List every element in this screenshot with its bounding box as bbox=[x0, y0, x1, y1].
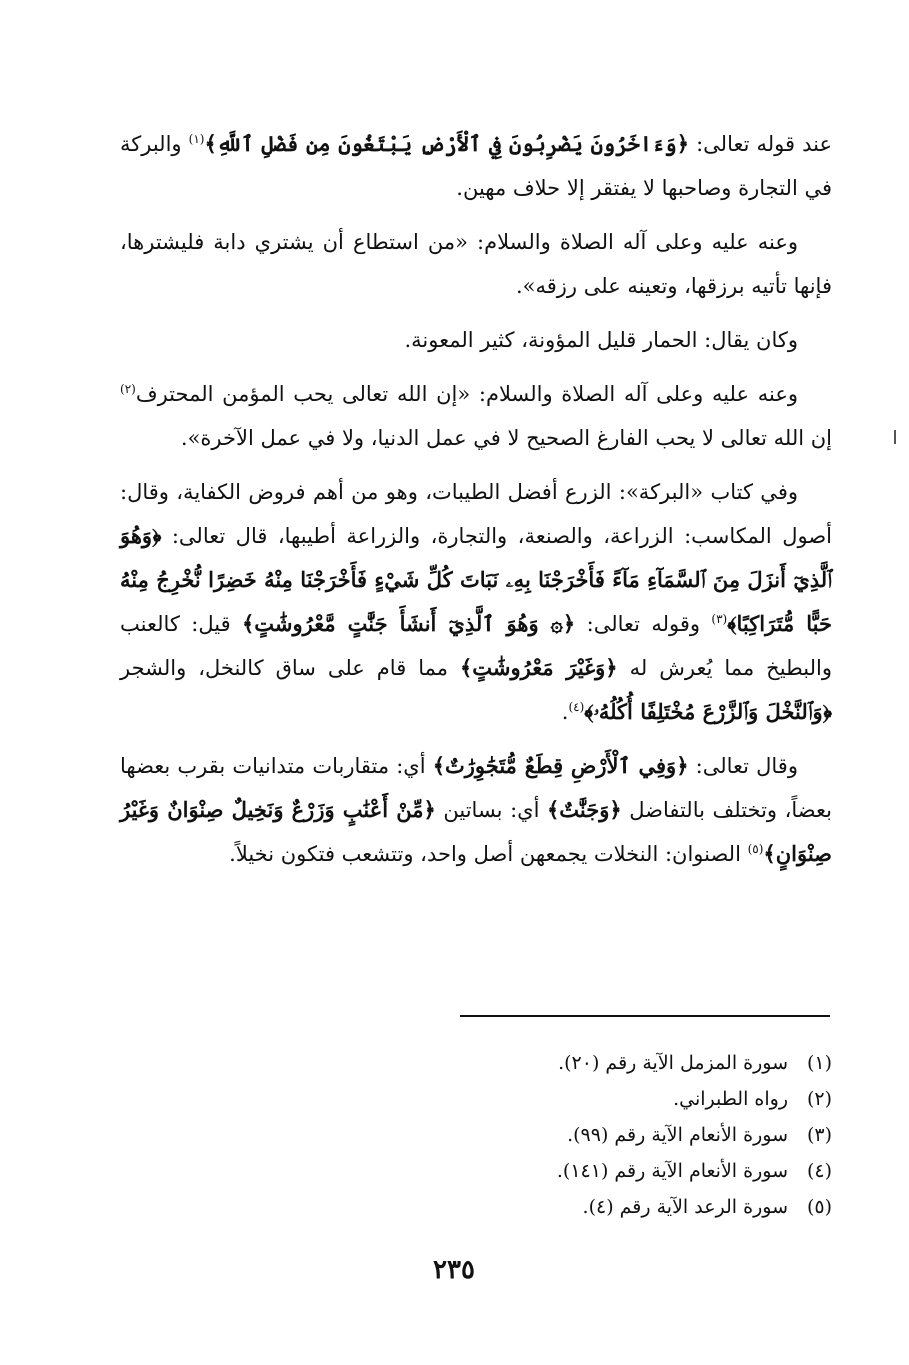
footnote-number: (٣) bbox=[806, 1124, 832, 1146]
text-segment: وقال تعالى: bbox=[688, 754, 798, 778]
quran-verse: ﴿۞ وَهُوَ ٱلَّذِيٓ أَنشَأَ جَنَّٰتٍ مَّعْرُوشَٰتٍ﴾ bbox=[241, 611, 576, 636]
footnote-item bbox=[300, 1117, 832, 1153]
quran-verse: ﴿وَٱلنَّخْلَ وَٱلزَّرْعَ مُخْتَلِفًا أُكُلُهُۥ﴾ bbox=[584, 699, 832, 724]
footnote-item bbox=[300, 1045, 832, 1081]
quran-verse: ﴿وَغَيْرَ مَعْرُوشَٰتٍ﴾ bbox=[460, 655, 618, 680]
footnote-item bbox=[300, 1153, 832, 1189]
footnote-text: سورة الرعد الآية رقم (٤). bbox=[582, 1196, 788, 1218]
footnote-item bbox=[300, 1189, 832, 1225]
text-segment: وعنه عليه وعلى آله الصلاة والسلام: «إن الله تعالى يحب المؤمن المحترف bbox=[135, 382, 798, 406]
footnote-ref: (٤) bbox=[568, 700, 585, 714]
text-segment: . bbox=[561, 700, 569, 724]
text-segment: وكان يقال: الحمار قليل المؤونة، كثير المعونة. bbox=[404, 328, 798, 352]
paragraph-p5 bbox=[120, 470, 832, 734]
paragraph-p2 bbox=[120, 220, 832, 308]
footnote-ref: (٢) bbox=[120, 382, 136, 396]
footnote-text: سورة الأنعام الآية رقم (١٤١). bbox=[556, 1160, 788, 1182]
page-number: ٢٣٥ bbox=[433, 1255, 475, 1285]
quran-verse: ﴿مِّنْ أَعْنَٰبٍ وَزَرْعٌ وَنَخِيلٌ صِنْوَانٌ وَغَيْرُ صِنْوَانٍ﴾ bbox=[120, 797, 832, 866]
footnote-ref: (١) bbox=[188, 132, 205, 146]
paragraph-p1 bbox=[120, 122, 832, 210]
text-segment: إن الله تعالى لا يحب الفارغ الصحيح لا في عمل الدنيا، ولا في عمل الآخرة». bbox=[180, 426, 832, 450]
footnote-number: (٥) bbox=[806, 1196, 832, 1218]
text-segment: وقوله تعالى: bbox=[575, 612, 712, 636]
footnote-ref: (٥) bbox=[747, 842, 764, 856]
quran-verse: ﴿وَءَاخَرُونَ يَضْرِبُونَ فِي ٱلْأَرْضِ يَبْتَغُونَ مِن فَضْلِ ٱللَّهِ﴾ bbox=[204, 131, 690, 156]
paragraph-p4 bbox=[120, 372, 832, 460]
footnote-separator bbox=[460, 1015, 830, 1017]
text-segment: والبركة في التجارة وصاحبها لا يفتقر إلا حلاف مهين. bbox=[120, 132, 832, 200]
quran-verse: ﴿وَفِي ٱلْأَرْضِ قِطَعٌ مُّتَجَٰوِرَٰتٌ﴾ bbox=[432, 753, 689, 778]
footnote-number: (٢) bbox=[806, 1088, 832, 1110]
quran-verse: ﴿وَجَنَّٰتٌ﴾ bbox=[546, 797, 622, 822]
text-segment: أي: بساتين bbox=[435, 798, 547, 822]
scan-mark bbox=[894, 430, 896, 444]
footnotes bbox=[300, 1045, 832, 1225]
text-segment: عند قوله تعالى: bbox=[689, 132, 833, 156]
footnote-item bbox=[300, 1081, 832, 1117]
text-segment: الصنوان: النخلات يجمعهن أصل واحد، وتتشعب فتكون نخيلاً. bbox=[229, 842, 748, 866]
paragraph-p6 bbox=[120, 744, 832, 876]
paragraph-p3 bbox=[120, 318, 832, 362]
footnote-ref: (٣) bbox=[711, 612, 728, 626]
text-segment: وفي كتاب «البركة»: الزرع أفضل الطيبات، وهو من أهم فروض الكفاية، وقال: أصول المكاسب: الزراعة، والصنعة، والتجارة، والزراعة أطيبها، قال تعالى: bbox=[120, 480, 832, 548]
text-segment: أي: متقاربات متدانيات بقرب بعضها بعضاً، وتختلف بالتفاضل bbox=[120, 754, 832, 822]
text-segment: قيل: كالعنب والبطيخ مما يُعرش له bbox=[120, 612, 832, 680]
footnote-text: رواه الطبراني. bbox=[673, 1088, 788, 1110]
quran-verse: ﴿وَهُوَ ٱلَّذِيٓ أَنزَلَ مِنَ ٱلسَّمَآءِ مَآءً فَأَخْرَجْنَا بِهِۦ نَبَاتَ كُلِّ شَيْءٍ فَأَخْرَجْنَا مِنْهُ خَضِرًا نُّخْرِجُ مِنْهُ حَبًّا مُّتَرَاكِبًا﴾ bbox=[120, 523, 833, 636]
footnote-number: (٤) bbox=[806, 1160, 832, 1182]
footnote-text: سورة الأنعام الآية رقم (٩٩). bbox=[567, 1124, 788, 1146]
footnote-number: (١) bbox=[806, 1052, 832, 1074]
text-segment: وعنه عليه وعلى آله الصلاة والسلام: «من استطاع أن يشتري دابة فليشترها، فإنها تأتيه برزقها، وتعينه على رزقه». bbox=[120, 230, 832, 298]
main-text bbox=[120, 122, 832, 886]
footnote-text: سورة المزمل الآية رقم (٢٠). bbox=[558, 1052, 788, 1074]
text-segment: مما قام على ساق كالنخل، والشجر bbox=[120, 656, 460, 680]
